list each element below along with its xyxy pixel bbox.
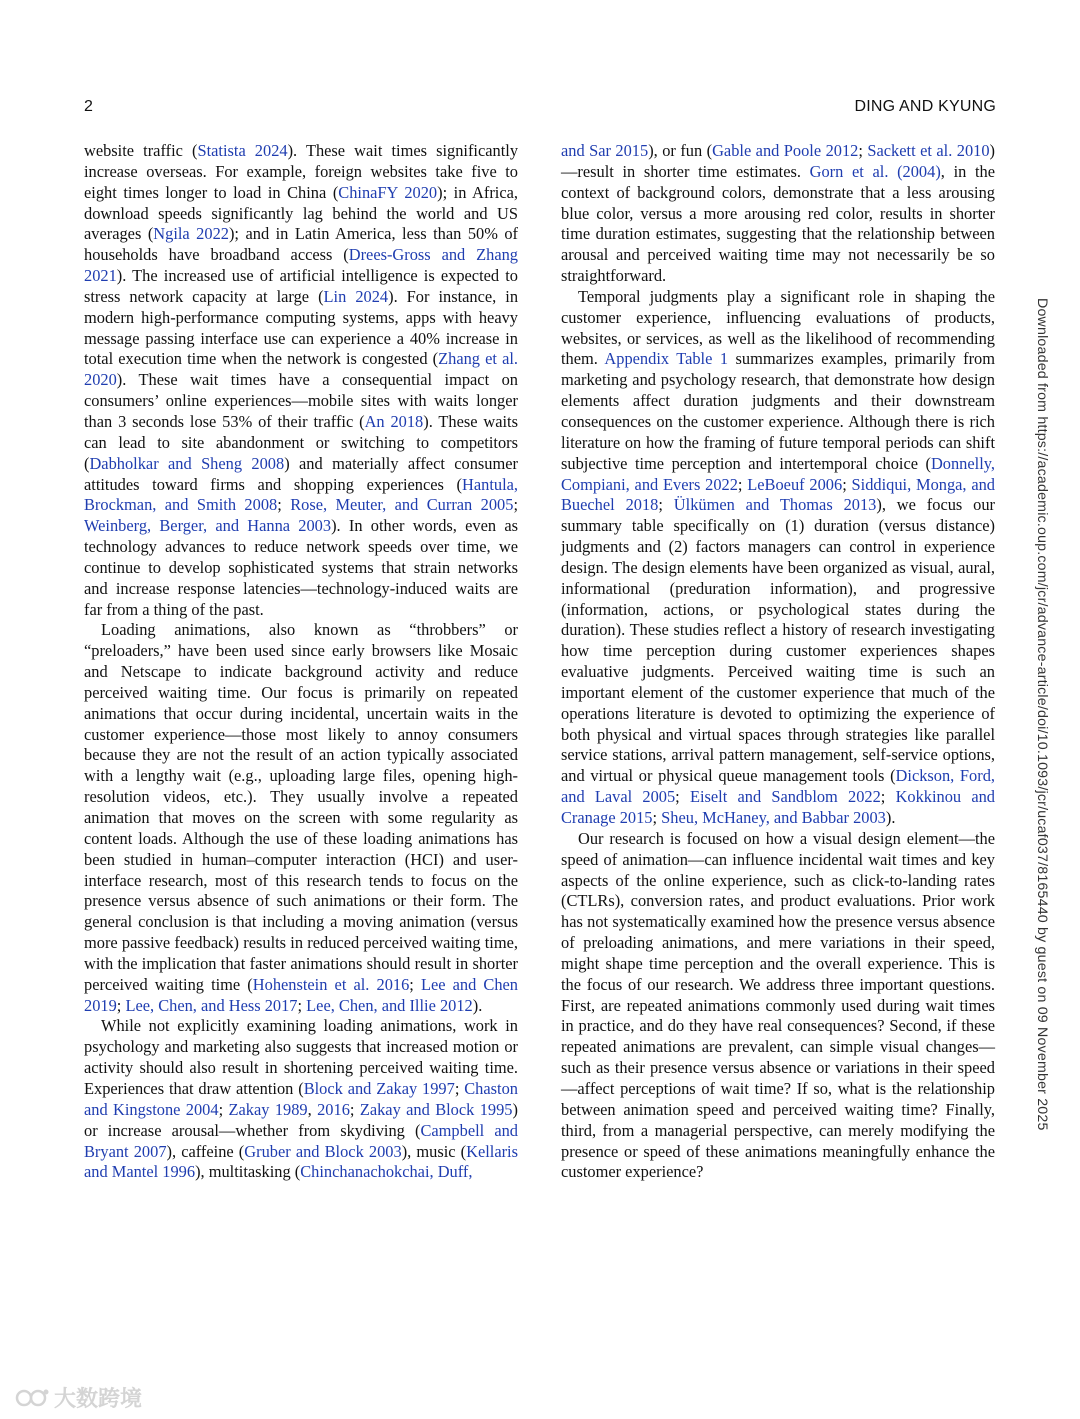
- citation-link[interactable]: Zhang et al. 2020: [84, 349, 518, 390]
- citation-link[interactable]: Drees-Gross and Zhang 2021: [84, 245, 518, 286]
- citation-link[interactable]: Gorn et al. (2004): [809, 161, 941, 181]
- body-text: ;: [658, 495, 674, 515]
- body-text: ;: [880, 787, 896, 807]
- running-title: DING AND KYUNG: [854, 98, 996, 115]
- body-text: ;: [858, 141, 868, 160]
- body-text: ;: [513, 495, 518, 515]
- body-text: ); and in Latin America, less than 50% of households have broadband access (: [84, 224, 518, 265]
- citation-link[interactable]: Weinberg, Berger, and Hanna 2003: [84, 516, 332, 536]
- citation-link[interactable]: Dabholkar and Sheng 2008: [89, 453, 285, 473]
- body-text: ); in Africa, download speeds significantly lag behind the world and US averages (: [84, 182, 519, 244]
- citation-link[interactable]: ChinaFY 2020: [338, 182, 438, 202]
- watermark-logo-icon: [14, 1387, 50, 1409]
- body-text: While not explicitly examining loading animations, work in psychology and marketing also suggests that increased motion or activity should also result in shortening perceived waiting time. Experiences that draw attention (: [84, 1016, 518, 1098]
- citation-link[interactable]: Chinchanachokchai, Duff,: [300, 1162, 473, 1182]
- left-column: [84, 141, 518, 1183]
- body-text: ;: [349, 1099, 360, 1119]
- citation-link[interactable]: Gruber and Block 2003: [244, 1141, 402, 1161]
- citation-link[interactable]: 2016: [317, 1099, 350, 1119]
- citation-link[interactable]: Appendix Table 1: [604, 349, 729, 369]
- watermark-text: 大数跨境: [54, 1387, 143, 1412]
- body-text: ;: [652, 808, 662, 827]
- page-number: 2: [84, 98, 94, 115]
- citation-link[interactable]: Hantula, Brockman, and Smith 2008: [84, 474, 518, 515]
- citation-link[interactable]: Lin 2024: [323, 286, 389, 306]
- body-text: ;: [454, 1078, 465, 1098]
- body-text: ).: [472, 995, 483, 1015]
- body-text: ), or fun (: [648, 141, 713, 160]
- citation-link[interactable]: Campbell and Bryant 2007: [84, 1120, 518, 1161]
- paragraph: [561, 829, 995, 1183]
- citation-link[interactable]: Zakay 1989: [228, 1099, 308, 1119]
- body-text: ). For instance, in modern high-performance computing systems, apps with heavy message passing interface use can experience a 40% increase in total execution time when the network is congested (: [84, 286, 519, 369]
- citation-link[interactable]: Ülkümen and Thomas 2013: [673, 495, 877, 515]
- citation-link[interactable]: Donnelly, Compiani, and Evers 2022: [561, 453, 995, 494]
- body-text: ). The increased use of artificial intelligence is expected to stress network capacity at large (: [84, 266, 518, 306]
- body-text: summarizes examples, primarily from marketing and psychology research, that demonstrate how design elements affect duration judgments and their downstream consequences on the customer experience. Although there is rich literature on how the framing of future temporal periods can shift subjective time perception and intertemporal choice (: [561, 349, 995, 473]
- citation-link[interactable]: Lee, Chen, and Hess 2017: [125, 995, 298, 1015]
- paragraph: [84, 141, 518, 620]
- citation-link[interactable]: Zakay and Block 1995: [359, 1099, 513, 1119]
- citation-link[interactable]: Statista 2024: [197, 141, 288, 160]
- citation-link[interactable]: Hohenstein et al. 2016: [252, 974, 410, 994]
- body-text: Temporal judgments play a significant role in shaping the customer experience, influencing evaluations of products, websites, or services, as well as the likelihood of recommending them.: [561, 286, 995, 369]
- paragraph: [561, 287, 995, 829]
- body-text: ;: [277, 495, 291, 515]
- watermark: [14, 1382, 142, 1413]
- body-text: ;: [218, 1099, 229, 1119]
- body-text: ;: [675, 787, 690, 807]
- body-text: website traffic (: [84, 141, 198, 160]
- right-column: [561, 141, 995, 1183]
- body-text: ) or increase arousal—whether from skydiving (: [84, 1099, 518, 1140]
- citation-link[interactable]: Lee and Chen 2019: [84, 974, 519, 1015]
- citation-link[interactable]: Lee, Chen, and Illie 2012: [306, 995, 473, 1015]
- body-text: ). These waits can lead to site abandonment or switching to competitors (: [84, 411, 518, 473]
- citation-link[interactable]: Ngila 2022: [153, 224, 229, 244]
- body-text: ).: [885, 808, 896, 827]
- body-text: ). In other words, even as technology advances to reduce network speeds over time, we continue to develop sophisticated systems that strain networks and increase response latencies—technology-induced waits are far from a thing of the past.: [84, 516, 518, 619]
- citation-link[interactable]: LeBoeuf 2006: [747, 474, 843, 494]
- body-text: ), caffeine (: [166, 1141, 245, 1161]
- citation-link[interactable]: Siddiqui, Monga, and Buechel 2018: [561, 474, 995, 515]
- citation-link[interactable]: Chaston and Kingstone 2004: [84, 1078, 518, 1119]
- body-text: ,: [307, 1099, 318, 1119]
- body-text: ), we focus our summary table specifically on (1) duration (versus distance) judgments and (2) factors managers can control in experience design. The design elements have been organized as visual, aural, informational (preduration information), and progressive (information, actions, or psychological states during the duration). These studies reflect a history of research investigating how time perception during customer experiences shapes evaluative judgments. Perceived waiting time is such an important element of the customer experience that much of the operations literature is devoted to optimizing the experience of both physical and virtual spaces through strategies like parallel service stations, arrival pattern management, self-service options, and virtual or physical queue management tools (: [561, 495, 996, 786]
- body-text: Our research is focused on how a visual design element—the speed of animation—can influence incidental wait times and key aspects of the online experience, such as click-to-landing rates (CTLRs), conversion rates, and product evaluations. Prior work has not systematically examined how the presence versus absence of preloading animations, and mere variations in their speed, might shape time perception and the overall experience. This is the focus of our research. We address three important questions. First, are repeated animations commonly used during wait times in practice, and do they have real consequences? Second, if these repeated animations are prevalent, can simple visual changes—such as their presence versus absence or variations in their speed—affect perceptions of wait time? If so, what is the relationship between animation speed and perceived waiting time? Finally, third, from a managerial perspective, can merely modifying the presence or speed of these animations meaningfully enhance the customer experience?: [561, 828, 995, 1182]
- citation-link[interactable]: An 2018: [364, 411, 424, 431]
- body-text: ;: [842, 474, 852, 494]
- citation-link[interactable]: Gable and Poole 2012: [712, 141, 859, 160]
- paragraph: [84, 1016, 518, 1183]
- body-text: ;: [737, 474, 748, 494]
- body-text: ) and materially affect consumer attitudes toward firms and shopping experiences (: [84, 453, 518, 494]
- citation-link[interactable]: Eiselt and Sandblom 2022: [689, 787, 881, 807]
- body-text: , in the context of background colors, demonstrate that a less arousing blue color, versus a more arousing red color, results in shorter time duration estimates, suggesting that the relationship between arousal and perceived waiting time may not necessarily be so straightforward.: [561, 161, 996, 286]
- download-notice: Downloaded from https://academic.oup.com/jcr/advance-article/doi/10.1093/jcr/ucaf037/8165440 by guest on 09 November 2025: [1034, 298, 1050, 1131]
- body-text: ), multitasking (: [195, 1162, 301, 1182]
- body-text: ;: [409, 974, 421, 994]
- citation-link[interactable]: Kellaris and Mantel 1996: [84, 1141, 518, 1182]
- body-text: ), music (: [401, 1141, 467, 1161]
- citation-link[interactable]: Sheu, McHaney, and Babbar 2003: [661, 808, 886, 827]
- citation-link[interactable]: Block and Zakay 1997: [303, 1078, 455, 1098]
- body-text: ;: [297, 995, 307, 1015]
- body-text: Loading animations, also known as “throbbers” or “preloaders,” have been used since early browsers like Mosaic and Netscape to indicate background activity and reduce perceived waiting time. Our focus is primarily on repeated animations that occur during incidental, uncertain waits in the customer experience—those most likely to annoy consumers because they are not the result of an action typically associated with a lengthy wait (e.g., uploading large files, opening high-resolution videos, etc.). They usually involve a repeated animation that moves on the screen with some regularity as content loads. Although the use of these loading animations has been studied in human–computer interaction (HCI) and user-interface research, most of this research tends to focus on the presence versus absence of such animations or their form. The general conclusion is that including a moving animation (versus more passive feedback) results in reduced perceived waiting time, with the implication that faster animations should result in shorter perceived waiting time (: [84, 620, 518, 994]
- body-text: ). These wait times significantly increase overseas. For example, foreign websites take five to eight times longer to load in China (: [84, 141, 519, 202]
- paragraph: [561, 141, 995, 287]
- body-text: ). These wait times have a consequential impact on consumers’ online experiences—mobile sites with waits longer than 3 seconds lose 53% of their traffic (: [84, 370, 518, 431]
- body-text: ;: [116, 995, 126, 1015]
- paragraph: [84, 620, 518, 1016]
- citation-link[interactable]: Dickson, Ford, and Laval 2005: [561, 766, 995, 807]
- citation-link[interactable]: Sackett et al. 2010: [867, 141, 990, 160]
- body-text: )—result in shorter time estimates.: [561, 141, 995, 181]
- citation-link[interactable]: and Sar 2015: [561, 141, 649, 160]
- citation-link[interactable]: Kokkinou and Cranage 2015: [561, 787, 995, 827]
- citation-link[interactable]: Rose, Meuter, and Curran 2005: [290, 495, 514, 515]
